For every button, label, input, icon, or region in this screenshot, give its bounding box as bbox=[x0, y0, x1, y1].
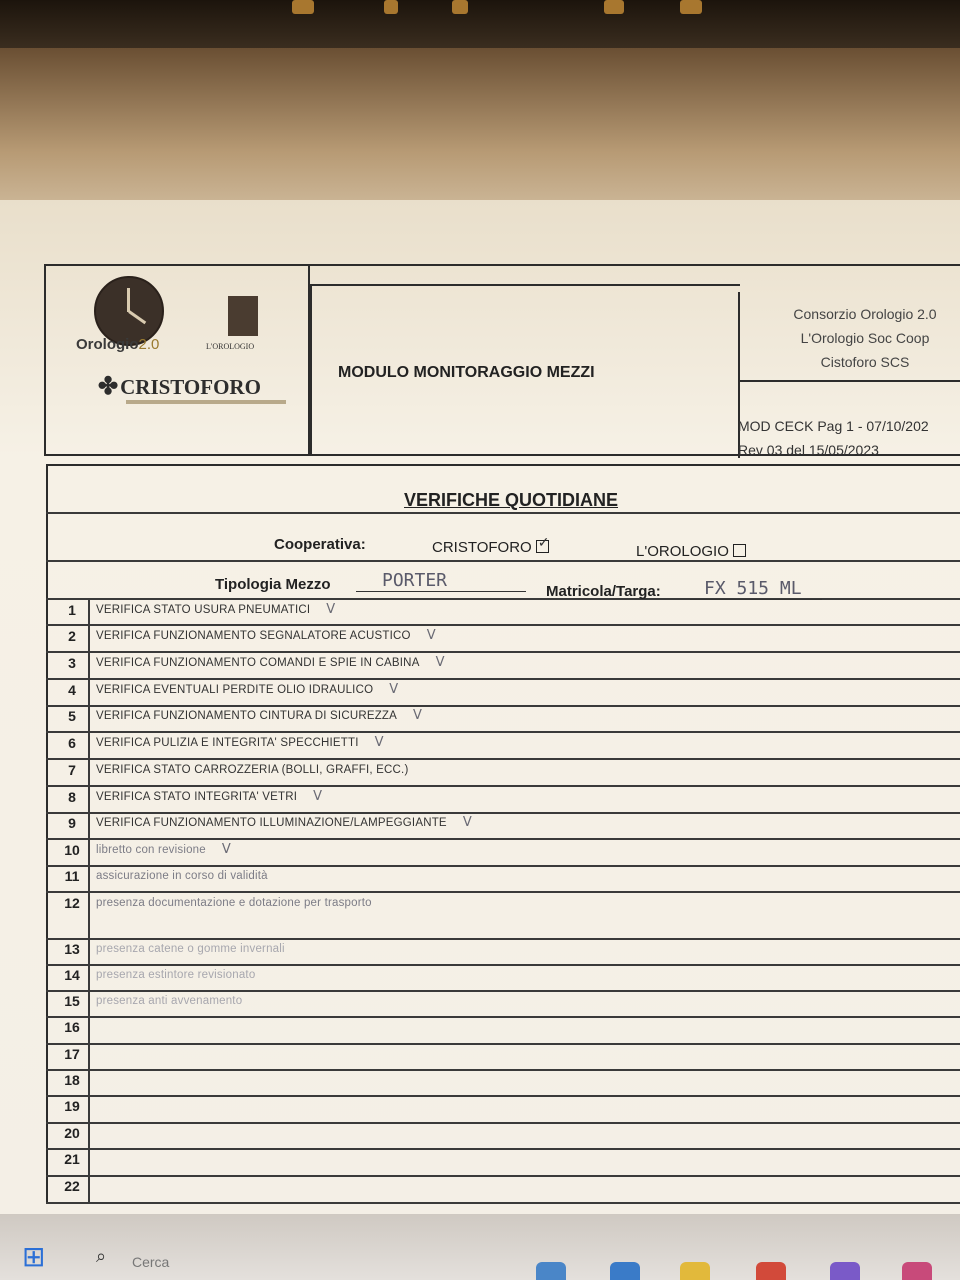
row-number: 19 bbox=[64, 1098, 80, 1114]
row-text bbox=[96, 602, 335, 617]
app-icon[interactable] bbox=[610, 1262, 640, 1280]
row-text bbox=[96, 815, 472, 830]
toolbar-icon bbox=[680, 0, 702, 14]
row-divider bbox=[46, 838, 960, 840]
check-mark-icon: V bbox=[221, 842, 231, 857]
row-label: libretto con revisione bbox=[96, 844, 206, 856]
row-divider bbox=[46, 1202, 960, 1204]
cooperativa-label: Cooperativa: bbox=[274, 536, 366, 553]
org-names: Consorzio Orologio 2.0 L'Orologio Soc Coop Cistoforo SCS bbox=[793, 306, 937, 370]
row-number: 12 bbox=[64, 895, 80, 911]
taskbar bbox=[0, 1214, 960, 1280]
row-divider bbox=[46, 1122, 960, 1124]
folder-icon[interactable] bbox=[680, 1262, 710, 1280]
checkbox-checked-icon[interactable] bbox=[536, 540, 549, 553]
row-divider bbox=[46, 1095, 960, 1097]
row-label: VERIFICA EVENTUALI PERDITE OLIO IDRAULICO bbox=[96, 684, 374, 696]
row-divider bbox=[46, 1069, 960, 1071]
row-text bbox=[96, 655, 445, 670]
row-divider bbox=[46, 891, 960, 893]
row-number: 21 bbox=[64, 1151, 80, 1167]
row-text bbox=[96, 1019, 112, 1034]
logo-area bbox=[46, 266, 310, 454]
row-text bbox=[96, 1046, 112, 1061]
row-label: VERIFICA STATO USURA PNEUMATICI bbox=[96, 604, 311, 616]
check-mark-icon: V bbox=[313, 789, 323, 804]
photo-top-edge bbox=[0, 0, 960, 48]
row-text bbox=[96, 628, 436, 643]
row-text bbox=[96, 842, 231, 857]
row-number: 11 bbox=[64, 868, 80, 884]
logo-tagline bbox=[126, 400, 286, 404]
row-number: 5 bbox=[68, 708, 76, 724]
row-number: 8 bbox=[68, 789, 76, 805]
row-divider bbox=[46, 705, 960, 707]
row-number: 4 bbox=[68, 682, 76, 698]
row-text bbox=[96, 941, 301, 956]
row-number: 3 bbox=[68, 655, 76, 671]
row-text bbox=[96, 993, 258, 1008]
document-title: MODULO MONITORAGGIO MEZZI bbox=[338, 364, 595, 381]
row-label: VERIFICA PULIZIA E INTEGRITA' SPECCHIETTI bbox=[96, 737, 359, 749]
row-label: presenza estintore revisionato bbox=[96, 969, 256, 981]
windows-start-icon[interactable]: ⊞ bbox=[22, 1241, 46, 1272]
row-number: 13 bbox=[64, 941, 80, 957]
row-number: 9 bbox=[68, 815, 76, 831]
orologio-coop-logo-icon bbox=[228, 296, 258, 336]
check-mark-icon: V bbox=[326, 602, 336, 617]
row-label: VERIFICA FUNZIONAMENTO CINTURA DI SICUREZZA bbox=[96, 710, 398, 722]
row-number: 18 bbox=[64, 1072, 80, 1088]
row-divider bbox=[46, 812, 960, 814]
row-divider bbox=[46, 624, 960, 626]
row-divider bbox=[46, 865, 960, 867]
row-text bbox=[96, 1151, 112, 1166]
row-text bbox=[96, 682, 398, 697]
row-label: presenza catene o gomme invernali bbox=[96, 943, 285, 955]
taskbar-search-input[interactable]: Cerca bbox=[132, 1254, 170, 1270]
row-text bbox=[96, 1072, 112, 1087]
logo-orologio: Orologio2.0 bbox=[76, 336, 160, 353]
row-text bbox=[96, 762, 424, 777]
toolbar-icon bbox=[292, 0, 314, 14]
row-text bbox=[96, 789, 322, 804]
row-number: 2 bbox=[68, 628, 76, 644]
row-divider bbox=[46, 1175, 960, 1177]
section-title: VERIFICHE QUOTIDIANE bbox=[404, 490, 619, 510]
row-divider bbox=[46, 1043, 960, 1045]
row-number: 22 bbox=[64, 1178, 80, 1194]
row-number: 16 bbox=[64, 1019, 80, 1035]
row-divider bbox=[46, 785, 960, 787]
divider bbox=[46, 598, 960, 600]
row-label: presenza documentazione e dotazione per trasporto bbox=[96, 897, 372, 909]
toolbar-icon bbox=[604, 0, 624, 14]
tipologia-field[interactable]: PORTER bbox=[356, 570, 526, 592]
row-divider bbox=[46, 651, 960, 653]
row-text bbox=[96, 1125, 112, 1140]
row-text bbox=[96, 735, 384, 750]
matricola-label: Matricola/Targa: bbox=[546, 583, 661, 600]
option-orologio[interactable]: L'OROLOGIO bbox=[636, 543, 746, 560]
row-divider bbox=[46, 758, 960, 760]
row-divider bbox=[46, 964, 960, 966]
row-label: VERIFICA STATO CARROZZERIA (BOLLI, GRAFFI, ECC.) bbox=[96, 764, 409, 776]
row-number: 17 bbox=[64, 1046, 80, 1062]
check-mark-icon: V bbox=[413, 708, 423, 723]
row-label: VERIFICA STATO INTEGRITA' VETRI bbox=[96, 791, 298, 803]
clover-icon: ✤ bbox=[98, 374, 119, 400]
row-number: 15 bbox=[64, 993, 80, 1009]
check-mark-icon: V bbox=[435, 655, 445, 670]
row-label: presenza anti avvenamento bbox=[96, 995, 243, 1007]
check-mark-icon: V bbox=[462, 815, 472, 830]
number-column-divider bbox=[88, 598, 90, 1203]
divider bbox=[46, 512, 960, 514]
app-icon[interactable] bbox=[536, 1262, 566, 1280]
toolbar-icon bbox=[384, 0, 398, 14]
row-label: VERIFICA FUNZIONAMENTO ILLUMINAZIONE/LAMPEGGIANTE bbox=[96, 817, 447, 829]
row-label: assicurazione in corso di validità bbox=[96, 870, 268, 882]
row-text bbox=[96, 708, 422, 723]
row-divider bbox=[46, 1016, 960, 1018]
row-text bbox=[96, 868, 284, 883]
row-text bbox=[96, 1098, 112, 1113]
row-text bbox=[96, 967, 271, 982]
logo-cristoforo: ✤CRISTOFORO bbox=[98, 374, 261, 400]
app-icon[interactable] bbox=[830, 1262, 860, 1280]
checkbox-empty-icon[interactable] bbox=[733, 544, 746, 557]
app-icon[interactable] bbox=[902, 1262, 932, 1280]
row-number: 10 bbox=[64, 842, 80, 858]
row-label: VERIFICA FUNZIONAMENTO SEGNALATORE ACUSTICO bbox=[96, 630, 411, 642]
row-number: 6 bbox=[68, 735, 76, 751]
row-divider bbox=[46, 990, 960, 992]
row-text bbox=[96, 895, 388, 910]
row-number: 20 bbox=[64, 1125, 80, 1141]
row-number: 14 bbox=[64, 967, 80, 983]
search-icon[interactable]: ⌕ bbox=[96, 1246, 107, 1266]
option-cristoforo[interactable]: CRISTOFORO✓ bbox=[432, 539, 549, 556]
matricola-field[interactable]: FX 515 ML bbox=[690, 578, 822, 600]
check-mark-icon: V bbox=[426, 628, 436, 643]
app-icon[interactable] bbox=[756, 1262, 786, 1280]
row-divider bbox=[46, 678, 960, 680]
row-divider bbox=[46, 1148, 960, 1150]
module-reference: MOD CECK Pag 1 - 07/10/202 Rev 03 del 15/05/2023 bbox=[738, 418, 929, 458]
row-number: 1 bbox=[68, 602, 76, 618]
row-divider bbox=[46, 731, 960, 733]
check-mark-icon: V bbox=[389, 682, 399, 697]
logo-small-text: L'OROLOGIO bbox=[206, 342, 255, 351]
tipologia-label: Tipologia Mezzo bbox=[215, 576, 331, 593]
row-label: VERIFICA FUNZIONAMENTO COMANDI E SPIE IN CABINA bbox=[96, 657, 420, 669]
row-divider bbox=[46, 938, 960, 940]
row-text bbox=[96, 1178, 112, 1193]
row-number: 7 bbox=[68, 762, 76, 778]
toolbar-icon bbox=[452, 0, 468, 14]
check-mark-icon: V bbox=[374, 735, 384, 750]
divider bbox=[46, 560, 960, 562]
